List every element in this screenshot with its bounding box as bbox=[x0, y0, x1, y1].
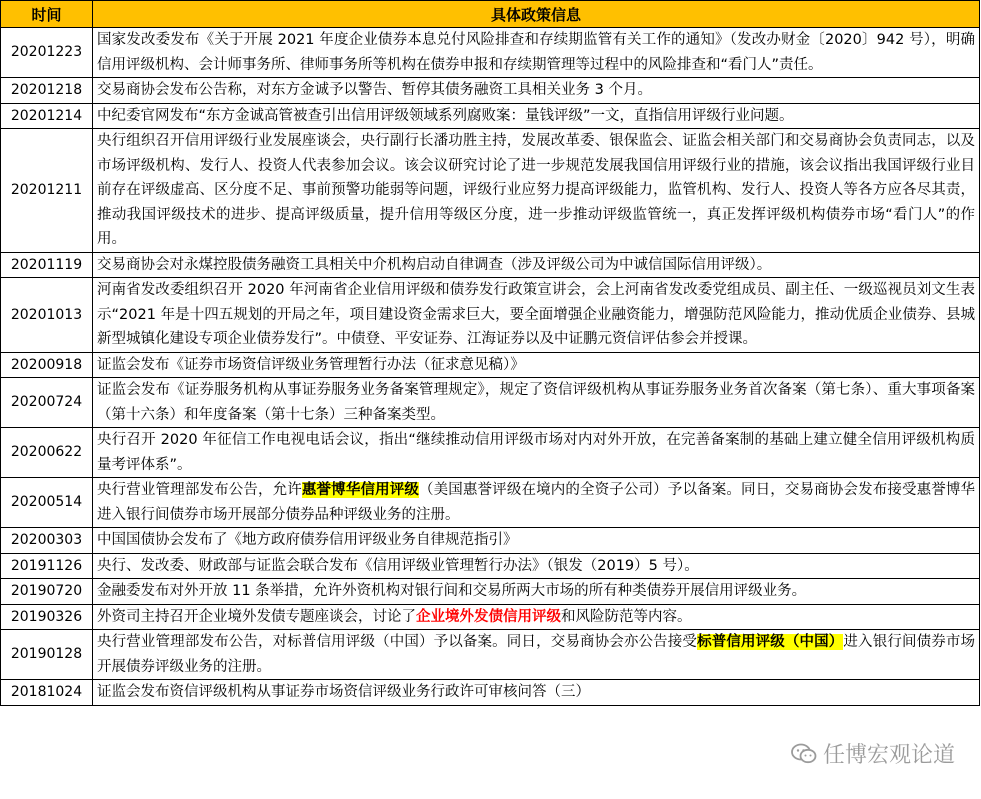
header-info: 具体政策信息 bbox=[93, 1, 980, 28]
table-row bbox=[1, 428, 980, 478]
table-row bbox=[1, 579, 980, 605]
info-text: 证监会发布《证券服务机构从事证券服务业务备案管理规定》，规定了资信评级机构从事证券服务业务首次备案（第七条）、重大事项备案（第十六条）和年度备案（第十七条）三种备案类型。 bbox=[97, 382, 975, 423]
row-date: 20190326 bbox=[1, 604, 93, 630]
info-text: 交易商协会对永煤控股债务融资工具相关中介机构启动自律调查（涉及评级公司为中诚信国际信用评级）。 bbox=[97, 256, 772, 273]
row-info bbox=[93, 378, 980, 428]
row-info bbox=[93, 78, 980, 104]
header-date: 时间 bbox=[1, 1, 93, 28]
info-text: （美国惠誉评级在境内的全资子公司）予以备案。同日，交易商协会发布接受惠誉博华进入银行间债券市场开展部分债券品种评级业务的注册。 bbox=[97, 482, 976, 523]
table-row bbox=[1, 478, 980, 528]
row-info bbox=[93, 103, 980, 129]
row-info bbox=[93, 428, 980, 478]
info-text: 央行组织召开信用评级行业发展座谈会，央行副行长潘功胜主持，发展改革委、银保监会、证监会相关部门和交易商协会负责同志，以及市场评级机构、发行人、投资人代表参加会议。该会议研究讨论了进一步规范发展我国信用评级行业的措施，该会议指出我国评级行业目前存在评级虚高、区分度不足、事前预警功能弱等问题，评级行业应努力提高评级能力，监管机构、发行人、投资人等各方应各尽其责，推动我国评级技术的进步、提高评级质量，提升信用等级区分度，进一步推动评级监管统一，真正发挥评级机构债券市场“看门人”的作用。 bbox=[97, 133, 975, 247]
info-text: 国家发改委发布《关于开展 2021 年度企业债券本息兑付风险排查和存续期监管有关工作的通知》（发改办财金〔2020〕942 号），明确信用评级机构、会计师事务所、律师事务所等机构在债券申报和存续期管理等过程中的风险排查和“看门人”责任。 bbox=[97, 32, 975, 73]
row-info bbox=[93, 579, 980, 605]
row-info bbox=[93, 553, 980, 579]
table-row bbox=[1, 103, 980, 129]
info-text: 和风险防范等内容。 bbox=[561, 608, 692, 625]
row-date: 20201119 bbox=[1, 252, 93, 278]
table-row bbox=[1, 604, 980, 630]
row-date: 20190128 bbox=[1, 630, 93, 680]
row-info bbox=[93, 278, 980, 353]
table-row bbox=[1, 553, 980, 579]
info-text: 证监会发布《证券市场资信评级业务管理暂行办法（征求意见稿）》 bbox=[97, 356, 525, 373]
info-text: 中纪委官网发布“东方金诚高管被查引出信用评级领域系列腐败案：量钱评级”一文，直指信用评级行业问题。 bbox=[97, 107, 794, 124]
row-info bbox=[93, 604, 980, 630]
row-info bbox=[93, 352, 980, 378]
info-text: 央行、发改委、财政部与证监会联合发布《信用评级业管理暂行办法》（银发（2019）5 号）。 bbox=[97, 557, 699, 574]
row-info bbox=[93, 252, 980, 278]
table-row bbox=[1, 278, 980, 353]
table-row bbox=[1, 680, 980, 706]
row-date: 20200724 bbox=[1, 378, 93, 428]
table-row bbox=[1, 28, 980, 78]
row-date: 20201218 bbox=[1, 78, 93, 104]
row-info bbox=[93, 478, 980, 528]
table-row bbox=[1, 252, 980, 278]
info-text: 央行营业管理部发布公告，允许 bbox=[97, 482, 302, 498]
row-date: 20200622 bbox=[1, 428, 93, 478]
row-date: 20201013 bbox=[1, 278, 93, 353]
row-date: 20200514 bbox=[1, 478, 93, 528]
info-text: 央行营业管理部发布公告，对标普信用评级（中国）予以备案。同日，交易商协会亦公告接受 bbox=[97, 634, 698, 650]
wechat-icon bbox=[791, 743, 817, 765]
table-row bbox=[1, 78, 980, 104]
highlighted-text: 惠誉博华信用评级 bbox=[301, 482, 419, 498]
info-text: 交易商协会发布公告称，对东方金诚予以警告、暂停其债务融资工具相关业务 3 个月。 bbox=[97, 82, 652, 98]
row-date: 20201211 bbox=[1, 129, 93, 253]
row-date: 20200918 bbox=[1, 352, 93, 378]
table-row bbox=[1, 528, 980, 554]
row-date: 20200303 bbox=[1, 528, 93, 554]
table-row bbox=[1, 129, 980, 253]
row-info bbox=[93, 680, 980, 706]
info-text: 央行召开 2020 年征信工作电视电话会议，指出“继续推动信用评级市场对内对外开放，在完善备案制的基础上建立健全信用评级机构质量考评体系”。 bbox=[97, 432, 975, 473]
row-info bbox=[93, 630, 980, 680]
header-row bbox=[1, 1, 980, 28]
row-info bbox=[93, 28, 980, 78]
info-text: 金融委发布对外开放 11 条举措，允许外资机构对银行间和交易所两大市场的所有种类债券开展信用评级业务。 bbox=[97, 583, 807, 599]
row-date: 20181024 bbox=[1, 680, 93, 706]
info-text: 证监会发布资信评级机构从事证券市场资信评级业务行政许可审核问答（三） bbox=[97, 684, 590, 700]
info-text: 进入银行间债券市场开展债券评级业务的注册。 bbox=[97, 634, 976, 675]
table-row bbox=[1, 378, 980, 428]
row-date: 20190720 bbox=[1, 579, 93, 605]
table-row bbox=[1, 630, 980, 680]
info-text: 外资司主持召开企业境外发债专题座谈会，讨论了 bbox=[97, 608, 416, 625]
row-info bbox=[93, 129, 980, 253]
row-date: 20201223 bbox=[1, 28, 93, 78]
highlighted-text: 标普信用评级（中国） bbox=[697, 634, 844, 650]
row-date: 20191126 bbox=[1, 553, 93, 579]
table-body bbox=[1, 28, 980, 706]
info-text: 河南省发改委组织召开 2020 年河南省企业信用评级和债券发行政策宣讲会，会上河南省发改委党组成员、副主任、一级巡视员刘文生表示“2021 年是十四五规划的开局之年，项目建设资金需求巨大，要全面增强企业融资能力，增强防范风险能力，推动优质企业债券、县城新型城镇化建设专项企业债券发行”。中债登、平安证券、江海证券以及中证鹏元资信评估参会并授课。 bbox=[97, 282, 975, 347]
table-row bbox=[1, 352, 980, 378]
row-date: 20201214 bbox=[1, 103, 93, 129]
red-emphasis-text: 企业境外发债信用评级 bbox=[416, 608, 561, 625]
watermark bbox=[791, 738, 955, 769]
row-info bbox=[93, 528, 980, 554]
info-text: 中国国债协会发布了《地方政府债券信用评级业务自律规范指引》 bbox=[97, 532, 518, 548]
watermark-text: 任博宏观论道 bbox=[822, 743, 955, 768]
